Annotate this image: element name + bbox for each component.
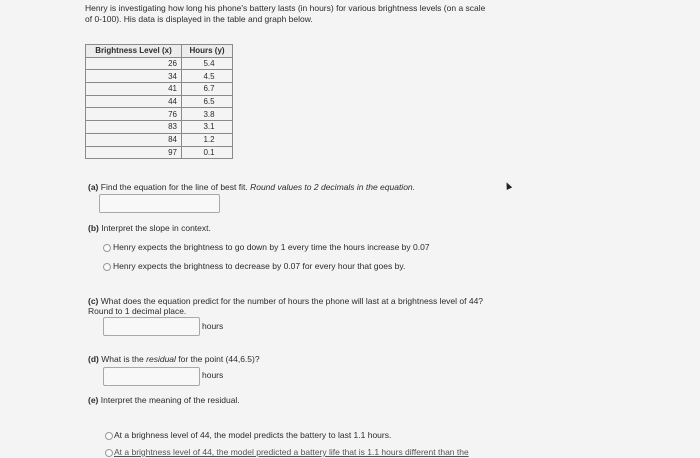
- part-b-option-1-radio[interactable]: [103, 244, 111, 252]
- table-cell-y: 3.1: [182, 121, 233, 134]
- part-d-label: (d): [88, 354, 99, 364]
- table-header-row: [86, 45, 233, 58]
- mouse-cursor-icon: [504, 181, 512, 190]
- table-cell-x: 44: [86, 95, 182, 108]
- table-cell-x: 76: [86, 108, 182, 121]
- part-e-option-1-label[interactable]: At a brighness level of 44, the model predicts the battery to last 1.1 hours.: [114, 430, 392, 440]
- part-d-text-pre: What is the: [101, 354, 144, 364]
- table-cell-y: 4.5: [182, 70, 233, 83]
- part-b-text: Interpret the slope in context.: [101, 223, 211, 233]
- table-cell-y: 0.1: [182, 146, 233, 159]
- part-e-question: [88, 395, 240, 406]
- part-e-label: (e): [88, 395, 99, 405]
- table-cell-y: 6.7: [182, 83, 233, 96]
- part-b-option-2-radio[interactable]: [103, 263, 111, 271]
- part-b-question: [88, 223, 211, 234]
- table-row: [86, 57, 233, 70]
- part-e-option-2-label[interactable]: At a brightness level of 44, the model predicted a battery life that is 1.1 hours different than the: [114, 447, 469, 457]
- table-row: [86, 70, 233, 83]
- table-cell-y: 1.2: [182, 133, 233, 146]
- part-e-text: Interpret the meaning of the residual.: [100, 395, 240, 405]
- intro-line-1: Henry is investigating how long his phone's battery lasts (in hours) for various brightness levels (on a scale: [85, 3, 486, 13]
- table-cell-x: 41: [86, 83, 182, 96]
- table-row: [86, 83, 233, 96]
- intro-line-2: of 0-100). His data is displayed in the table and graph below.: [85, 14, 313, 24]
- part-a-text: Find the equation for the line of best fit.: [100, 182, 248, 192]
- part-a-instruction: Round values to 2 decimals in the equation.: [250, 182, 416, 192]
- part-e-option-2-radio[interactable]: [105, 449, 113, 457]
- table-cell-x: 34: [86, 70, 182, 83]
- part-e-option-1-radio[interactable]: [105, 432, 113, 440]
- part-b-label: (b): [88, 223, 99, 233]
- part-a-question: [88, 182, 415, 193]
- table-row: [86, 133, 233, 146]
- table-cell-y: 5.4: [182, 57, 233, 70]
- column-header-hours: Hours (y): [182, 45, 233, 58]
- table-cell-y: 6.5: [182, 95, 233, 108]
- table-row: [86, 95, 233, 108]
- part-c-answer-input[interactable]: [103, 317, 200, 336]
- part-c-label: (c): [88, 296, 99, 306]
- part-d-unit: hours: [202, 370, 224, 380]
- table-cell-x: 83: [86, 121, 182, 134]
- part-b-option-1-label[interactable]: Henry expects the brightness to go down by 1 every time the hours increase by 0.07: [113, 242, 430, 252]
- table-row: [86, 121, 233, 134]
- data-table: [85, 44, 233, 159]
- table-cell-x: 26: [86, 57, 182, 70]
- part-c-text: What does the equation predict for the number of hours the phone will last at a brightness level of 44?: [100, 296, 484, 306]
- part-d-question: [88, 354, 260, 365]
- table-cell-x: 84: [86, 133, 182, 146]
- part-c-question-line-2: Round to 1 decimal place.: [88, 306, 187, 316]
- table-row: [86, 146, 233, 159]
- table-cell-x: 97: [86, 146, 182, 159]
- table-row: [86, 108, 233, 121]
- part-c-unit: hours: [202, 321, 224, 331]
- part-d-answer-input[interactable]: [103, 367, 200, 386]
- part-a-label: (a): [88, 182, 99, 192]
- table-cell-y: 3.8: [182, 108, 233, 121]
- part-b-option-2-label[interactable]: Henry expects the brightness to decrease by 0.07 for every hour that goes by.: [113, 261, 406, 271]
- part-a-answer-input[interactable]: [99, 194, 220, 213]
- column-header-brightness: Brightness Level (x): [86, 45, 182, 58]
- part-d-term: residual: [146, 354, 176, 364]
- part-d-text-post: for the point (44,6.5)?: [178, 354, 260, 364]
